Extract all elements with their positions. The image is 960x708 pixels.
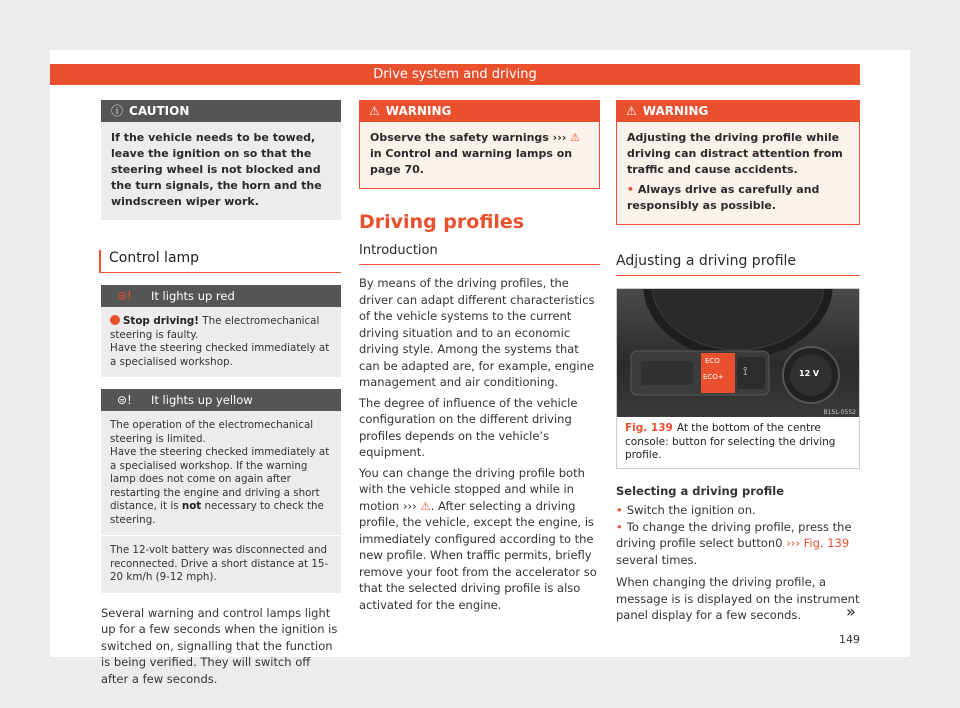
- centre-console-image: [617, 289, 859, 417]
- lamp-red-header: [101, 285, 341, 307]
- warning-1-text-a: Observe the safety warnings: [370, 131, 553, 144]
- lamp-yellow-text: The operation of the electromechanical steering is limited.: [110, 419, 314, 445]
- figure-139: [616, 288, 860, 469]
- warning-2-text: Adjusting the driving profile while driving can distract attention from traffic and cause accidents.: [627, 131, 843, 176]
- stop-driving-text: Stop driving!: [123, 315, 199, 327]
- driving-profiles-title: Driving profiles: [359, 211, 525, 233]
- page-header: Drive system and driving: [50, 64, 860, 85]
- intro-p3: [359, 465, 600, 614]
- figure-caption: [617, 417, 859, 468]
- caution-text: If the vehicle needs to be towed, leave the ignition on so that the steering wheel is not blocked and the turn signals, the horn and the windscreen wiper work.: [101, 122, 341, 220]
- caution-header: [101, 100, 341, 122]
- column-2: [359, 100, 600, 613]
- step-2: [616, 519, 860, 569]
- warning-1-label: WARNING: [385, 104, 452, 118]
- warning-box-1: [359, 100, 600, 189]
- warning-1-text-b: in Control and warning lamps on page 70.: [370, 147, 573, 176]
- step-1-text: Switch the ignition on.: [626, 503, 756, 517]
- warning-box-2: [616, 100, 860, 225]
- image-code: B1SL-0552: [823, 409, 856, 416]
- warning-inline-icon: ⚠: [570, 131, 580, 144]
- warning-2-bullet: Always drive as carefully and responsibly as possible.: [627, 183, 820, 212]
- info-icon: ⓘ: [111, 104, 124, 118]
- lamp-yellow-text2a: Have the steering checked immediately at a specialised workshop. If the warning lamp does not come on again after restarting the engine and driving a short distance, it is: [110, 446, 330, 512]
- figure-number: Fig. 139: [625, 422, 673, 434]
- lamp-red-text2: Have the steering checked immediately at a specialised workshop.: [110, 342, 330, 368]
- lamp-yellow-body-2: [101, 535, 341, 593]
- final-paragraph: When changing the driving profile, a message is is displayed on the instrument panel display for a few seconds.: [616, 575, 860, 622]
- caution-box: [101, 100, 341, 220]
- fig-139-link[interactable]: ››› Fig. 139: [786, 536, 850, 550]
- eco-plus-label: ECO+: [703, 373, 724, 381]
- parking-brake-icon: ⟟: [743, 364, 748, 378]
- selecting-heading: Selecting a driving profile: [616, 483, 785, 498]
- control-lamp-heading: Control lamp: [99, 250, 341, 273]
- warning-1-header: [359, 100, 600, 122]
- bullet-icon-2: •: [616, 503, 623, 517]
- continue-mark: »: [846, 602, 856, 621]
- socket-label: 12 V: [799, 369, 820, 378]
- bullet-icon: •: [627, 183, 635, 196]
- adjusting-heading: Adjusting a driving profile: [616, 253, 860, 276]
- warning-1-arrows: ›››: [552, 131, 567, 144]
- eco-label: ECO: [705, 357, 720, 365]
- warning-1-text: [359, 122, 600, 189]
- caution-label: CAUTION: [129, 104, 190, 118]
- steering-warning-icon-yellow: ⊜!: [117, 393, 132, 407]
- intro-p3b: . After selecting a driving profile, the vehicle, except the engine, is immediately configured according to the new profile. When traffic permits, briefly remove your foot from the accelerator so that the selected driving profile is also activated for the engine.: [359, 498, 597, 612]
- lamp-yellow-not: not: [181, 500, 202, 512]
- lamp-red-text: The electromechanical steering is faulty.: [110, 315, 320, 341]
- column-3: [616, 100, 860, 624]
- bullet-icon-3: •: [616, 519, 623, 534]
- lamp-yellow-text2b: necessary to check the steering.: [110, 500, 324, 526]
- page-number: 149: [839, 633, 860, 646]
- step-2-text-b: several times.: [616, 552, 698, 567]
- warning-2-body: [616, 122, 860, 225]
- column-1: [101, 100, 341, 687]
- lamp-yellow-text3: The 12-volt battery was disconnected and reconnected. Drive a short distance at 15-20 km/h (9-12 mph).: [110, 544, 329, 583]
- intro-p3a: You can change the driving profile both with the vehicle stopped and while in motion: [359, 465, 585, 513]
- warning-triangle-icon: ⚠: [369, 104, 380, 118]
- step-2-text-a: To change the driving profile, press the driving profile select button0: [616, 519, 852, 550]
- intro-p2: The degree of influence of the vehicle configuration on the different driving profiles depends on the vehicle’s equipment.: [359, 395, 578, 459]
- figure-caption-text: At the bottom of the centre console: button for selecting the driving profile.: [625, 422, 836, 461]
- warning-inline-icon-2: ⚠: [420, 498, 431, 513]
- warning-2-header: [616, 100, 860, 122]
- stop-icon: [110, 315, 120, 325]
- intro-p3-arrows: ›››: [402, 498, 417, 513]
- introduction-heading: Introduction: [359, 243, 600, 265]
- lamp-yellow-label: It lights up yellow: [151, 393, 253, 407]
- lamp-yellow-body: [101, 411, 341, 535]
- lamp-red-label: It lights up red: [151, 289, 235, 303]
- intro-p1: By means of the driving profiles, the driver can adapt different characteristics of the vehicle systems to the current driving situation and to an economic driving style. Among the systems that can be adapted are, for example, engine management and air conditioning.: [359, 276, 595, 389]
- warning-2-label: WARNING: [642, 104, 709, 118]
- lamp-red-body: [101, 307, 341, 377]
- console-illustration: [617, 289, 859, 417]
- steering-warning-icon-red: ⊜!: [117, 289, 132, 303]
- control-lamp-paragraph: Several warning and control lamps light up for a few seconds when the ignition is switched on, signalling that the function is being verified. They will switch off after a few seconds.: [101, 605, 338, 686]
- step-1: [616, 502, 860, 519]
- warning-triangle-icon-2: ⚠: [626, 104, 637, 118]
- lamp-yellow-header: [101, 389, 341, 411]
